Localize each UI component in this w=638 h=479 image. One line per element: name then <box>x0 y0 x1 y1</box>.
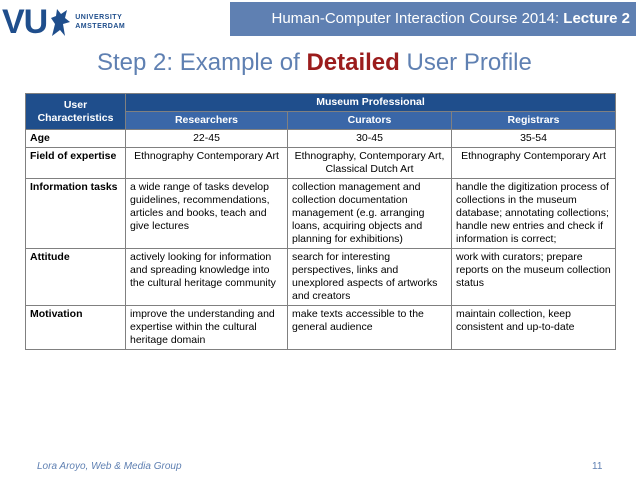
footer-author: Lora Aroyo, Web & Media Group <box>37 461 182 472</box>
table-cell: collection management and collection documentation management (e.g. arranging loans, acquiring objects and planning for exhibitions) <box>288 179 452 249</box>
table-cell: 35-54 <box>452 130 616 148</box>
logo-vu-text: VU <box>2 3 48 41</box>
group-header: Museum Professional <box>126 94 616 112</box>
table-row <box>26 306 616 350</box>
table-cell: work with curators; prepare reports on the museum collection status <box>452 249 616 306</box>
table-cell: a wide range of tasks develop guidelines, recommendations, articles and books, teach and give lectures <box>126 179 288 249</box>
table-cell: improve the understanding and expertise within the cultural heritage domain <box>126 306 288 350</box>
row-label: Information tasks <box>26 179 126 249</box>
user-profile-table <box>25 93 616 350</box>
row-label: Age <box>26 130 126 148</box>
table-row <box>26 249 616 306</box>
logo-university-name: UNIVERSITY AMSTERDAM <box>75 14 126 30</box>
lecture-number: Lecture 2 <box>563 10 630 27</box>
table-row <box>26 179 616 249</box>
university-logo <box>2 2 125 42</box>
row-label: Motivation <box>26 306 126 350</box>
table-cell: actively looking for information and spreading knowledge into the cultural heritage community <box>126 249 288 306</box>
table-cell: Ethnography Contemporary Art <box>126 148 288 179</box>
page-number: 11 <box>592 461 603 472</box>
table-row <box>26 130 616 148</box>
title-emphasis: Detailed <box>306 49 400 76</box>
row-label: Attitude <box>26 249 126 306</box>
table-cell: 30-45 <box>288 130 452 148</box>
table-cell: maintain collection, keep consistent and up-to-date <box>452 306 616 350</box>
slide-title: Step 2: Example of Detailed User Profile <box>97 49 532 76</box>
table-cell: handle the digitization process of collections in the museum database; annotating collections; handle new entries and check if information is correct; <box>452 179 616 249</box>
column-header: Curators <box>288 112 452 130</box>
table-cell: make texts accessible to the general audience <box>288 306 452 350</box>
row-label: Field of expertise <box>26 148 126 179</box>
lecture-header <box>230 2 636 36</box>
column-header: Researchers <box>126 112 288 130</box>
table-cell: search for interesting perspectives, links and unexplored aspects of artworks and creators <box>288 249 452 306</box>
corner-header: User Characteristics <box>26 94 126 130</box>
table-row <box>26 148 616 179</box>
table-cell: Ethnography, Contemporary Art, Classical Dutch Art <box>288 148 452 179</box>
column-header: Registrars <box>452 112 616 130</box>
table-cell: Ethnography Contemporary Art <box>452 148 616 179</box>
course-name: Human-Computer Interaction Course 2014: <box>271 10 564 27</box>
griffin-icon <box>49 6 71 38</box>
table-cell: 22-45 <box>126 130 288 148</box>
